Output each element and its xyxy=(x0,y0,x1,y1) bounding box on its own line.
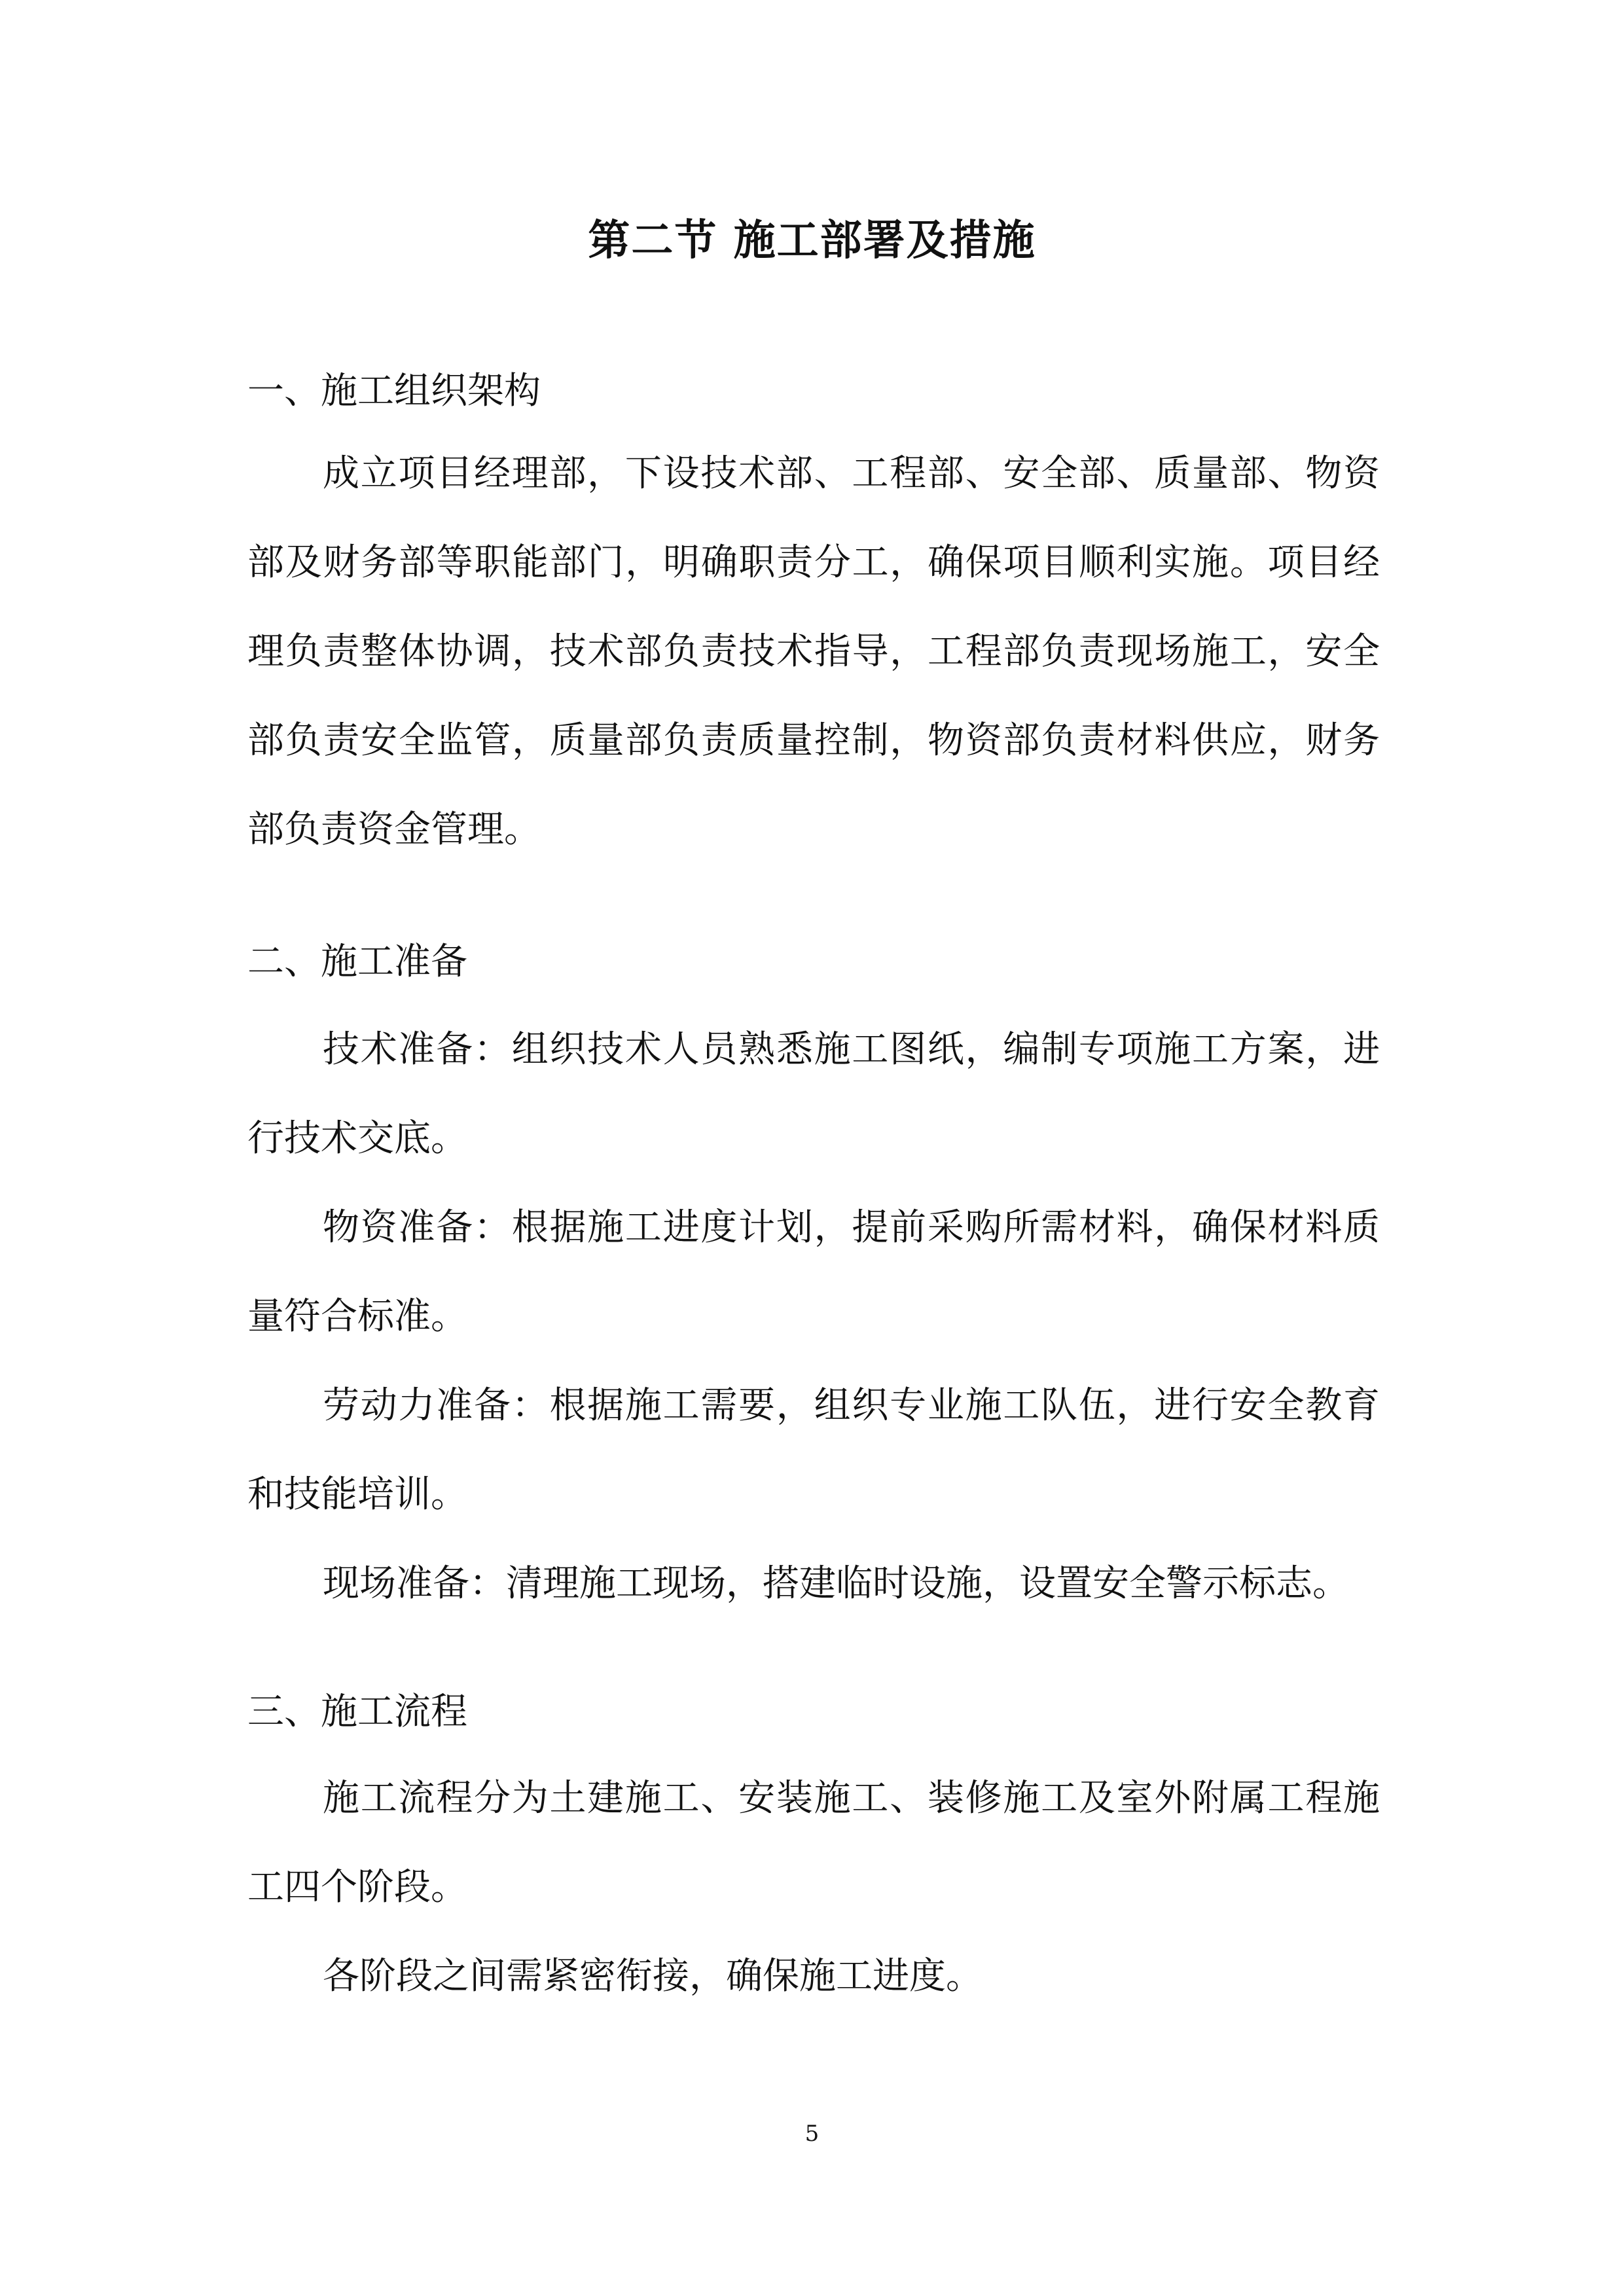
paragraph-organization-structure: 成立项目经理部，下设技术部、工程部、安全部、质量部、物资部及财务部等职能部门，明确职责分工，确保项目顺利实施。项目经理负责整体协调，技术部负责技术指导，工程部负责现场施工，安全部负责安全监管，质量部负责质量控制，物资部负责材料供应，财务部负责资金管理。 xyxy=(247,452,1380,851)
section-heading-organization: 一、施工组织架构 xyxy=(247,370,541,412)
paragraph-technical-preparation: 技术准备：组织技术人员熟悉施工图纸，编制专项施工方案，进行技术交底。 xyxy=(247,1028,1380,1160)
section-heading-process: 三、施工流程 xyxy=(247,1691,467,1733)
paragraph-labor-preparation: 劳动力准备：根据施工需要，组织专业施工队伍，进行安全教育和技能培训。 xyxy=(247,1384,1380,1516)
section-heading-preparation: 二、施工准备 xyxy=(247,941,467,983)
page-title: 第二节 施工部署及措施 xyxy=(588,216,1036,265)
page-number: 5 xyxy=(804,2121,820,2147)
paragraph-process-stages: 施工流程分为土建施工、安装施工、装修施工及室外附属工程施工四个阶段。 xyxy=(247,1777,1380,1909)
paragraph-material-preparation: 物资准备：根据施工进度计划，提前采购所需材料，确保材料质量符合标准。 xyxy=(247,1206,1380,1338)
paragraph-site-preparation: 现场准备：清理施工现场，搭建临时设施，设置安全警示标志。 xyxy=(323,1562,1349,1605)
paragraph-process-coordination: 各阶段之间需紧密衔接，确保施工进度。 xyxy=(323,1955,983,1998)
